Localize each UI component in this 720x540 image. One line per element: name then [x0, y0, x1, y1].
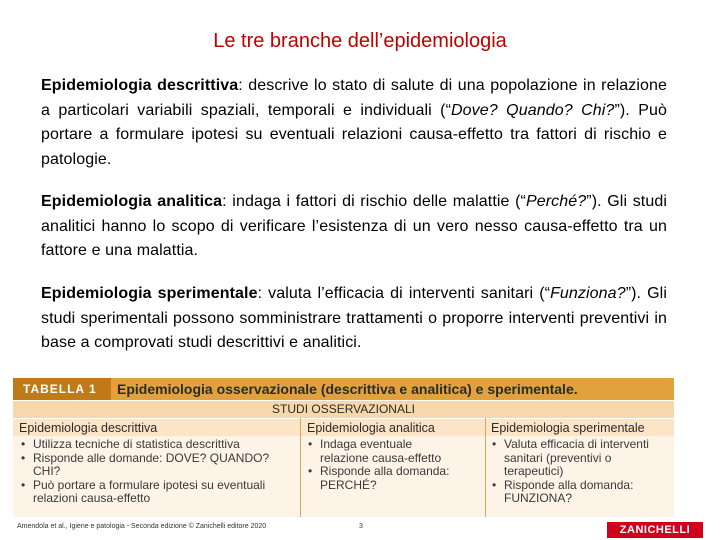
column-divider	[300, 418, 301, 517]
list-item: • Indaga eventuale relazione causa-effetto	[306, 438, 456, 465]
text: ”). Gli studi sperimentali possono somministrare trattamenti o proporre interventi preventivi in base a comprovati studi descrittivi e analitici.	[41, 285, 667, 351]
question-italic: Dove? Quando? Chi?	[451, 101, 615, 119]
list-item: • Risponde alle domande: DOVE? QUANDO? CHI?	[19, 452, 295, 479]
paragraph-analytic	[41, 190, 667, 264]
publisher-logo: ZANICHELLI	[607, 522, 703, 538]
table-header	[13, 378, 674, 400]
table-subheader	[13, 400, 674, 418]
table-subheader-label: STUDI OSSERVAZIONALI	[272, 402, 415, 416]
list-item: • Può portare a formulare ipotesi su eventuali relazioni causa-effetto	[19, 479, 269, 506]
list-item: • Risponde alla domanda: FUNZIONA?	[490, 479, 672, 506]
column-header-experimental: Epidemiologia sperimentale	[491, 421, 645, 435]
page-number: 3	[359, 523, 363, 530]
text: ”). Gli studi analitici hanno lo scopo di verificare l’esistenza di un vero nesso causa-effetto tra un fattore e una malattia.	[41, 193, 668, 259]
column-divider	[485, 418, 486, 517]
footer-credit: Amendola et al., Igiene e patologia - Seconda edizione © Zanichelli editore 2020	[17, 523, 267, 530]
list-item: • Valuta efficacia di interventi sanitari (preventivi o terapeutici)	[490, 438, 672, 479]
table-column-headers	[13, 418, 674, 436]
paragraph-descriptive	[41, 74, 667, 172]
question-italic: Perché?	[525, 193, 587, 210]
column-header-descriptive: Epidemiologia descrittiva	[19, 421, 158, 435]
paragraph-experimental	[41, 282, 667, 356]
term-experimental: Epidemiologia sperimentale	[41, 285, 258, 302]
column-descriptive	[19, 438, 295, 506]
question-italic: Funziona?	[550, 285, 626, 302]
table-tag: TABELLA 1	[13, 378, 111, 400]
column-header-analytic: Epidemiologia analitica	[307, 421, 435, 435]
term-analytic: Epidemiologia analitica	[41, 193, 223, 210]
term-descriptive: Epidemiologia descrittiva	[41, 77, 239, 94]
text: : valuta l’efficacia di interventi sanitari (“	[257, 285, 551, 302]
summary-table	[13, 378, 674, 517]
slide-title: Le tre branche dell’epidemiologia	[213, 30, 507, 52]
table-caption: Epidemiologia osservazionale (descrittiva e analitica) e sperimentale.	[117, 381, 578, 397]
list-item: • Utilizza tecniche di statistica descrittiva	[19, 438, 295, 452]
text: : indaga i fattori di rischio delle malattie (“	[222, 193, 526, 210]
list-item: • Risponde alla domanda: PERCHÉ?	[306, 465, 451, 492]
text: : descrive lo stato di salute di una popolazione in relazione a particolari variabili spaziali, temporali e individuali (“	[41, 77, 667, 119]
footer	[0, 518, 720, 540]
text: ”). Può portare a formulare ipotesi su eventuali relazioni causa-effetto tra fattori di rischio e patologie.	[41, 101, 668, 168]
column-experimental	[490, 438, 672, 506]
column-analytic	[306, 438, 481, 492]
